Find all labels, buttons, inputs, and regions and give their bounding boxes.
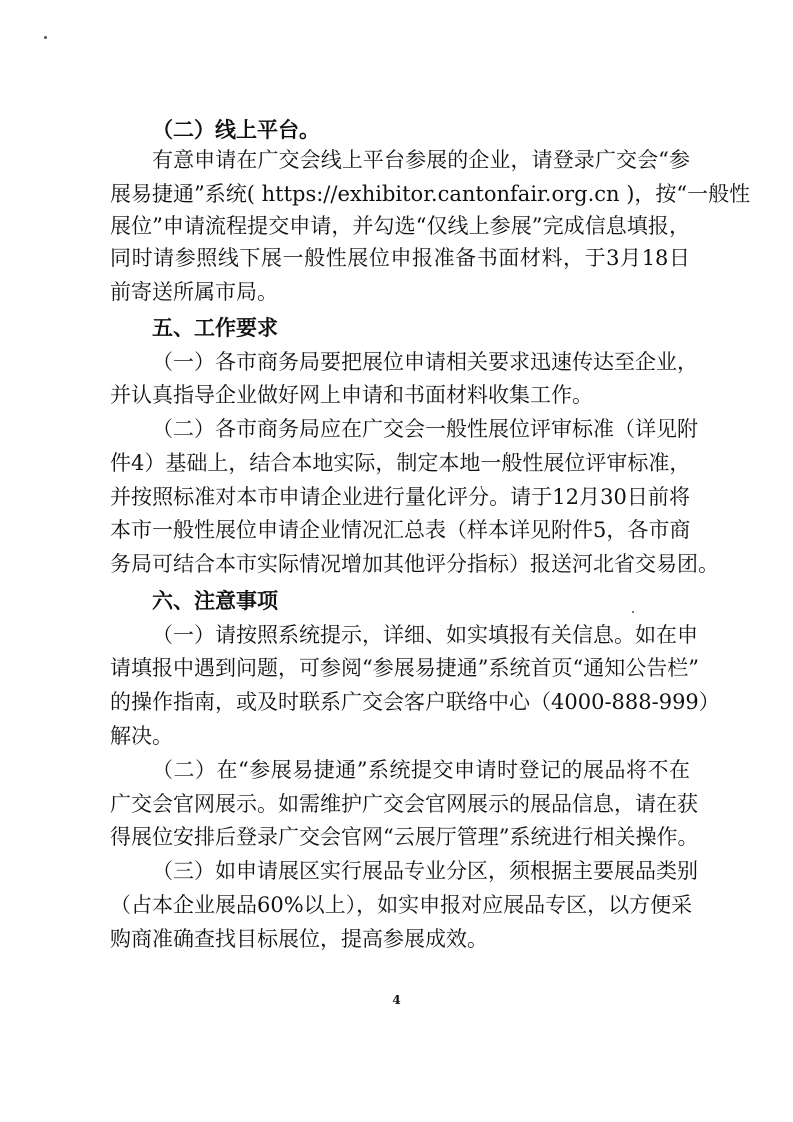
paragraph-line: 并认真指导企业做好网上申请和书面材料收集工作。	[110, 383, 593, 407]
paragraph-line: 同时请参照线下展一般性展位申报准备书面材料，于3月18日	[110, 246, 690, 270]
paragraph-line: 件4）基础上，结合本地实际，制定本地一般性展位评审标准，	[110, 451, 691, 475]
paragraph-line: 得展位安排后登录广交会官网“云展厅管理”系统进行相关操作。	[110, 825, 699, 849]
paragraph-line: 本市一般性展位申请企业情况汇总表（样本详见附件5，各市商	[110, 518, 691, 542]
paragraph-line: 展位”申请流程提交申请，并勾选“仅线上参展”完成信息填报，	[110, 214, 690, 238]
paragraph-line: 解决。	[110, 724, 173, 748]
paragraph-line: （一）请按照系统提示，详细、如实填报有关信息。如在申	[152, 623, 698, 647]
paragraph-line: 并按照标准对本市申请企业进行量化评分。请于12月30日前将	[110, 485, 690, 509]
subheading-online-platform: （二）线上平台。	[152, 118, 320, 142]
paragraph-line: （二）在“参展易捷通”系统提交申请时登记的展品将不在	[152, 758, 690, 782]
paragraph-line: 前寄送所属市局。	[110, 280, 278, 304]
paragraph-line: 的操作指南，或及时联系广交会客户联络中心（4000-888-999）	[110, 690, 720, 714]
paragraph-line: （占本企业展品60%以上），如实申报对应展品专区，以方便采	[110, 893, 693, 917]
paragraph-line: （一）各市商务局要把展位申请相关要求迅速传达至企业，	[152, 350, 698, 374]
paragraph-line: （三）如申请展区实行展品专业分区，须根据主要展品类别	[152, 859, 698, 883]
paragraph-line: 请填报中遇到问题，可参阅“参展易捷通”系统首页“通知公告栏”	[110, 656, 699, 680]
paragraph-line: 有意申请在广交会线上平台参展的企业，请登录广交会“参	[152, 148, 690, 172]
paragraph-line: 务局可结合本市实际情况增加其他评分指标）报送河北省交易团。	[110, 552, 719, 576]
scan-speck	[632, 611, 634, 613]
section-heading-notes: 六、注意事项	[152, 589, 278, 613]
page-number: 4	[392, 993, 401, 1007]
paragraph-line: （二）各市商务局应在广交会一般性展位评审标准（详见附	[152, 417, 698, 441]
paragraph-line: 展易捷通”系统( https://exhibitor.cantonfair.org.cn )，按“一般性	[110, 182, 751, 206]
scan-speck	[44, 36, 47, 39]
paragraph-line: 广交会官网展示。如需维护广交会官网展示的展品信息，请在获	[110, 792, 698, 816]
section-heading-work-requirements: 五、工作要求	[152, 316, 278, 340]
paragraph-line: 购商准确查找目标展位，提高参展成效。	[110, 927, 488, 951]
